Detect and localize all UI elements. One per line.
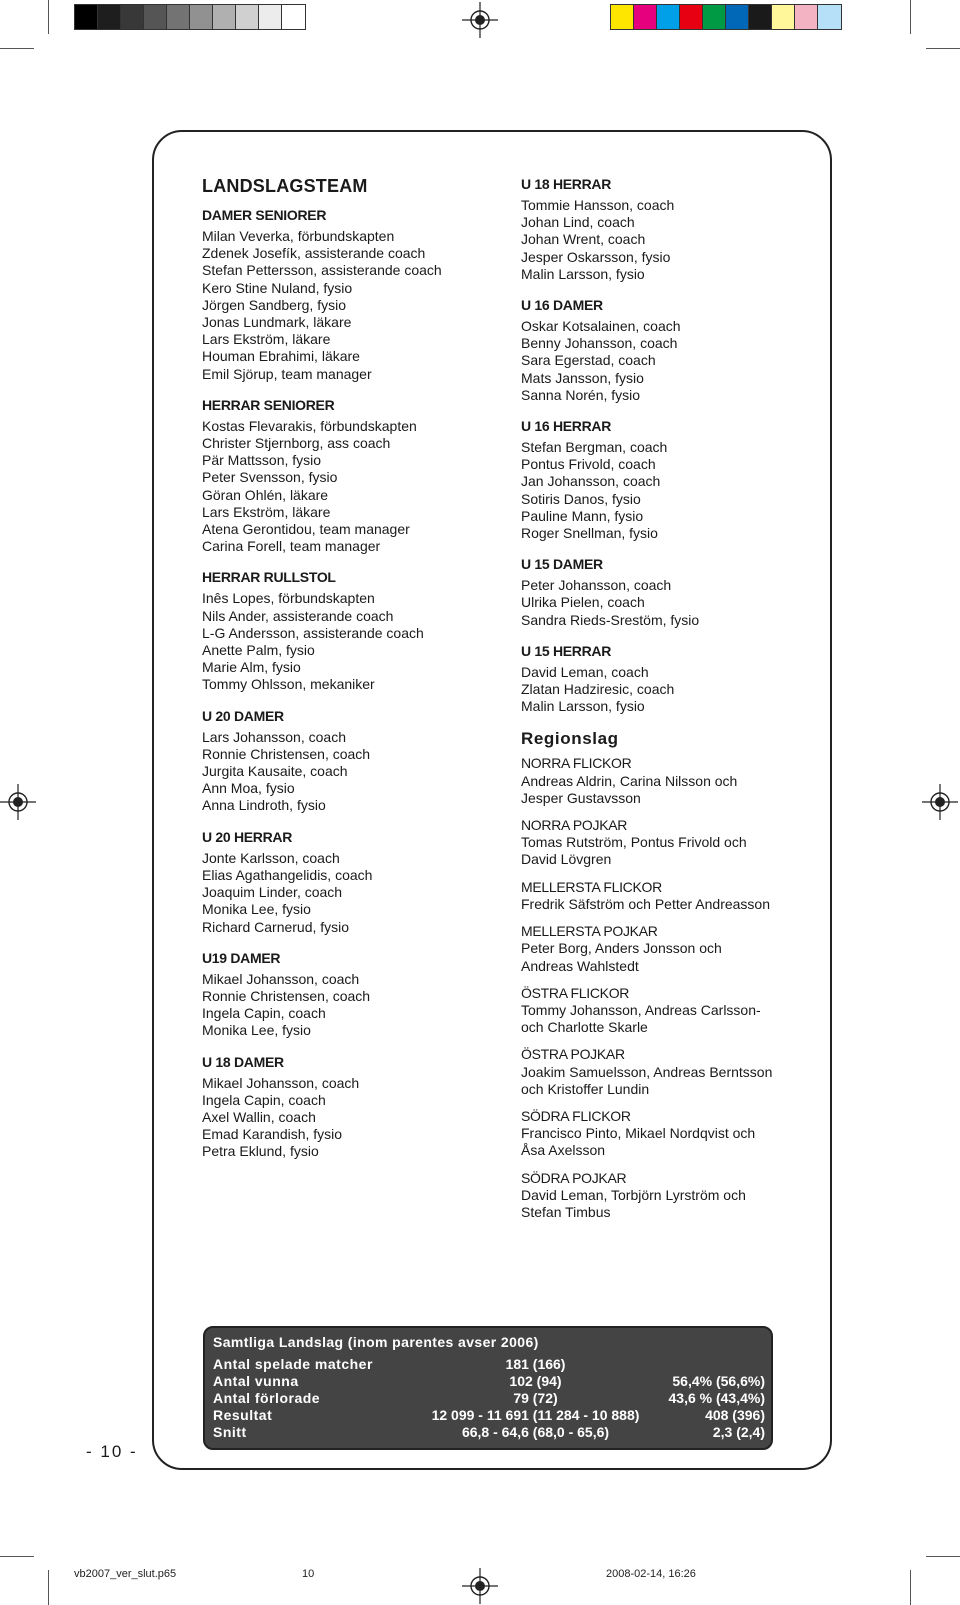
staff-line: Stefan Pettersson, assisterande coach — [202, 262, 442, 279]
regionslag-title: Regionslag — [521, 729, 619, 749]
stats-box — [203, 1326, 773, 1450]
stats-row-label: Antal förlorade — [213, 1390, 321, 1406]
region-line: Jesper Gustavsson — [521, 789, 641, 806]
stats-row-value: 181 (166) — [505, 1356, 566, 1372]
staff-line: Elias Agathangelidis, coach — [202, 866, 373, 883]
team-section — [202, 829, 512, 936]
region-group — [521, 1108, 831, 1160]
team-section — [202, 207, 512, 383]
registration-mark-icon — [462, 2, 498, 38]
color-swatch — [795, 5, 818, 29]
stats-row-percent: 2,3 (2,4) — [712, 1424, 765, 1440]
region-line: David Lövgren — [521, 851, 612, 868]
stats-row — [213, 1390, 765, 1407]
staff-line: Ronnie Christensen, coach — [202, 745, 371, 762]
staff-line: Roger Snellman, fysio — [521, 525, 658, 542]
region-group — [521, 923, 831, 975]
staff-line: Malin Larsson, fysio — [521, 698, 645, 715]
color-swatch — [680, 5, 703, 29]
color-swatch — [772, 5, 795, 29]
crop-mark — [910, 1570, 911, 1605]
grayscale-color-bar — [74, 4, 306, 30]
region-group-title: SÖDRA FLICKOR — [521, 1107, 631, 1124]
staff-line: Jörgen Sandberg, fysio — [202, 296, 346, 313]
team-section — [202, 708, 512, 815]
stats-row-percent: 408 (396) — [705, 1407, 765, 1423]
region-group — [521, 1046, 831, 1098]
page-title: LANDSLAGSTEAM — [202, 176, 368, 196]
region-group-title: NORRA POJKAR — [521, 817, 628, 834]
team-section — [521, 418, 831, 542]
crop-mark — [926, 48, 960, 49]
staff-line: Ingela Capin, coach — [202, 1091, 326, 1108]
staff-line: Mats Jansson, fysio — [521, 369, 644, 386]
staff-line: Jonte Karlsson, coach — [202, 849, 340, 866]
stats-row — [213, 1407, 765, 1424]
region-line: Stefan Timbus — [521, 1203, 611, 1220]
staff-line: Atena Gerontidou, team manager — [202, 521, 410, 538]
stats-title: Samtliga Landslag (inom parentes avser 2006) — [213, 1334, 539, 1350]
staff-line: Christer Stjernborg, ass coach — [202, 435, 391, 452]
color-swatch — [75, 5, 98, 29]
team-section-title: HERRAR SENIORER — [202, 396, 335, 413]
staff-line: Axel Wallin, coach — [202, 1108, 316, 1125]
team-section-title: DAMER SENIORER — [202, 207, 327, 223]
staff-line: Oskar Kotsalainen, coach — [521, 318, 681, 335]
region-group — [521, 755, 831, 807]
stats-row-value: 102 (94) — [509, 1373, 562, 1389]
color-swatch — [121, 5, 144, 29]
region-group-title: ÖSTRA FLICKOR — [521, 984, 630, 1001]
color-swatch — [259, 5, 282, 29]
stats-row-percent: 56,4% (56,6%) — [672, 1373, 765, 1389]
stats-row — [213, 1356, 765, 1373]
right-section-list — [521, 176, 831, 715]
staff-line: L-G Andersson, assisterande coach — [202, 624, 424, 641]
staff-line: Monika Lee, fysio — [202, 901, 311, 918]
staff-line: Lars Ekström, läkare — [202, 503, 331, 520]
stats-row — [213, 1373, 765, 1390]
staff-line: Petra Eklund, fysio — [202, 1143, 319, 1160]
staff-line: Sandra Rieds-Srestöm, fysio — [521, 611, 700, 628]
color-swatch — [749, 5, 772, 29]
color-swatch — [144, 5, 167, 29]
staff-line: Sotiris Danos, fysio — [521, 490, 641, 507]
staff-line: Jurgita Kausaite, coach — [202, 763, 348, 780]
region-group-title: MELLERSTA POJKAR — [521, 923, 658, 940]
region-group — [521, 1170, 831, 1222]
stats-row-label: Resultat — [213, 1407, 273, 1423]
team-section-title: HERRAR RULLSTOL — [202, 569, 336, 586]
staff-line: Emil Sjörup, team manager — [202, 365, 372, 382]
staff-line: Mikael Johansson, coach — [202, 1074, 360, 1091]
staff-line: Jonas Lundmark, läkare — [202, 314, 352, 331]
region-line: Åsa Axelsson — [521, 1142, 606, 1159]
stats-row-label: Snitt — [213, 1424, 247, 1440]
region-group-title: MELLERSTA FLICKOR — [521, 878, 662, 895]
footer-page: 10 — [302, 1568, 315, 1580]
region-group-title: NORRA FLICKOR — [521, 755, 632, 772]
staff-line: Emad Karandish, fysio — [202, 1126, 343, 1143]
color-swatch — [657, 5, 680, 29]
color-swatch — [703, 5, 726, 29]
region-line: Andreas Aldrin, Carina Nilsson och — [521, 772, 738, 789]
region-line: Francisco Pinto, Mikael Nordqvist och — [521, 1125, 756, 1142]
color-swatch — [726, 5, 749, 29]
staff-line: Jan Johansson, coach — [521, 473, 661, 490]
region-line: Fredrik Säfström och Petter Andreasson — [521, 895, 770, 912]
staff-line: Tommy Ohlsson, mekaniker — [202, 676, 375, 693]
footer-file-name: vb2007_ver_slut.p65 — [74, 1568, 177, 1580]
team-section — [202, 1054, 512, 1161]
region-line: Tommy Johansson, Andreas Carlsson- — [521, 1001, 761, 1018]
color-swatch — [236, 5, 259, 29]
staff-line: Zdenek Josefík, assisterande coach — [202, 245, 426, 262]
staff-line: Malin Larsson, fysio — [521, 265, 645, 282]
team-section — [521, 643, 831, 716]
stats-row-percent: 43,6 % (43,4%) — [668, 1390, 765, 1406]
color-swatch — [818, 5, 841, 29]
color-swatch — [98, 5, 121, 29]
crop-mark — [48, 1570, 49, 1605]
color-swatch — [167, 5, 190, 29]
staff-line: Benny Johansson, coach — [521, 335, 678, 352]
region-line: och Kristoffer Lundin — [521, 1080, 650, 1097]
region-line: Andreas Wahlstedt — [521, 957, 639, 974]
staff-line: Tommie Hansson, coach — [521, 197, 675, 213]
registration-mark-icon — [922, 784, 958, 820]
region-line: Peter Borg, Anders Jonsson och — [521, 940, 722, 957]
team-section-title: U19 DAMER — [202, 949, 281, 966]
left-section-list — [202, 207, 512, 1161]
color-swatch — [190, 5, 213, 29]
region-line: och Charlotte Skarle — [521, 1019, 648, 1036]
staff-line: Monika Lee, fysio — [202, 1022, 311, 1039]
staff-line: Sara Egerstad, coach — [521, 352, 656, 369]
team-section-title: U 20 DAMER — [202, 707, 284, 724]
region-line: Joakim Samuelsson, Andreas Berntsson — [521, 1063, 773, 1080]
staff-line: Joaquim Linder, coach — [202, 884, 343, 901]
staff-line: Carina Forell, team manager — [202, 538, 381, 555]
region-group-title: ÖSTRA POJKAR — [521, 1046, 625, 1063]
team-section — [202, 569, 512, 693]
team-section-title: U 18 DAMER — [202, 1053, 284, 1070]
staff-line: Pontus Frivold, coach — [521, 456, 656, 473]
staff-line: Ingela Capin, coach — [202, 1005, 326, 1022]
region-group — [521, 879, 831, 913]
crop-mark — [910, 0, 911, 34]
team-section — [521, 297, 831, 404]
region-line: Tomas Rutström, Pontus Frivold och — [521, 834, 747, 851]
stats-row-value: 79 (72) — [513, 1390, 558, 1406]
staff-line: Sanna Norén, fysio — [521, 386, 641, 403]
region-group — [521, 817, 831, 869]
team-section — [521, 556, 831, 629]
team-section-title: U 16 DAMER — [521, 297, 603, 314]
team-section-title: U 20 HERRAR — [202, 828, 293, 845]
staff-line: Göran Ohlén, läkare — [202, 486, 329, 503]
registration-mark-icon — [462, 1568, 498, 1604]
staff-line: Peter Svensson, fysio — [202, 469, 338, 486]
team-section — [202, 950, 512, 1040]
page-number: - 10 - — [86, 1442, 138, 1461]
crop-mark — [926, 1556, 960, 1557]
team-section-title: U 16 HERRAR — [521, 418, 612, 435]
staff-line: Anna Lindroth, fysio — [202, 797, 326, 814]
right-column — [521, 176, 831, 1231]
staff-line: Mikael Johansson, coach — [202, 970, 360, 987]
staff-line: Lars Ekström, läkare — [202, 331, 331, 348]
staff-line: Kostas Flevarakis, förbundskapten — [202, 417, 417, 434]
staff-line: Inês Lopes, förbundskapten — [202, 590, 375, 607]
process-color-bar — [610, 4, 842, 30]
staff-line: Johan Lind, coach — [521, 214, 635, 231]
staff-line: Houman Ebrahimi, läkare — [202, 348, 360, 365]
stats-row-label: Antal vunna — [213, 1373, 299, 1389]
staff-line: Richard Carnerud, fysio — [202, 918, 350, 935]
crop-mark — [0, 1556, 34, 1557]
team-section-title: U 18 HERRAR — [521, 176, 612, 192]
staff-line: Anette Palm, fysio — [202, 642, 315, 659]
staff-line: David Leman, coach — [521, 663, 649, 680]
staff-line: Milan Veverka, förbundskapten — [202, 228, 395, 244]
region-group-title: SÖDRA POJKAR — [521, 1169, 627, 1186]
crop-mark — [48, 0, 49, 34]
stats-row — [213, 1424, 765, 1441]
staff-line: Pär Mattsson, fysio — [202, 452, 322, 469]
staff-line: Kero Stine Nuland, fysio — [202, 279, 353, 296]
stats-row-label: Antal spelade matcher — [213, 1356, 373, 1372]
left-column — [202, 176, 512, 1175]
color-swatch — [282, 5, 305, 29]
color-swatch — [611, 5, 634, 29]
staff-line: Peter Johansson, coach — [521, 577, 672, 594]
staff-line: Marie Alm, fysio — [202, 659, 301, 676]
team-section-title: U 15 DAMER — [521, 556, 603, 573]
footer-date: 2008-02-14, 16:26 — [606, 1568, 696, 1580]
staff-line: Lars Johansson, coach — [202, 728, 346, 745]
staff-line: Ronnie Christensen, coach — [202, 987, 371, 1004]
staff-line: Zlatan Hadziresic, coach — [521, 681, 675, 698]
registration-mark-icon — [0, 784, 36, 820]
region-group — [521, 985, 831, 1037]
staff-line: Pauline Mann, fysio — [521, 507, 644, 524]
crop-mark — [0, 48, 34, 49]
team-section-title: U 15 HERRAR — [521, 642, 612, 659]
team-section — [521, 176, 831, 283]
staff-line: Jesper Oskarsson, fysio — [521, 248, 671, 265]
stats-row-value: 12 099 - 11 691 (11 284 - 10 888) — [431, 1407, 640, 1423]
staff-line: Stefan Bergman, coach — [521, 439, 668, 456]
staff-line: Ulrika Pielen, coach — [521, 594, 645, 611]
region-line: David Leman, Torbjörn Lyrström och — [521, 1186, 746, 1203]
color-swatch — [634, 5, 657, 29]
staff-line: Johan Wrent, coach — [521, 231, 646, 248]
color-swatch — [213, 5, 236, 29]
regionslag-list — [521, 755, 831, 1221]
team-section — [202, 397, 512, 556]
staff-line: Ann Moa, fysio — [202, 780, 295, 797]
staff-line: Nils Ander, assisterande coach — [202, 607, 394, 624]
stats-row-value: 66,8 - 64,6 (68,0 - 65,6) — [461, 1424, 610, 1440]
